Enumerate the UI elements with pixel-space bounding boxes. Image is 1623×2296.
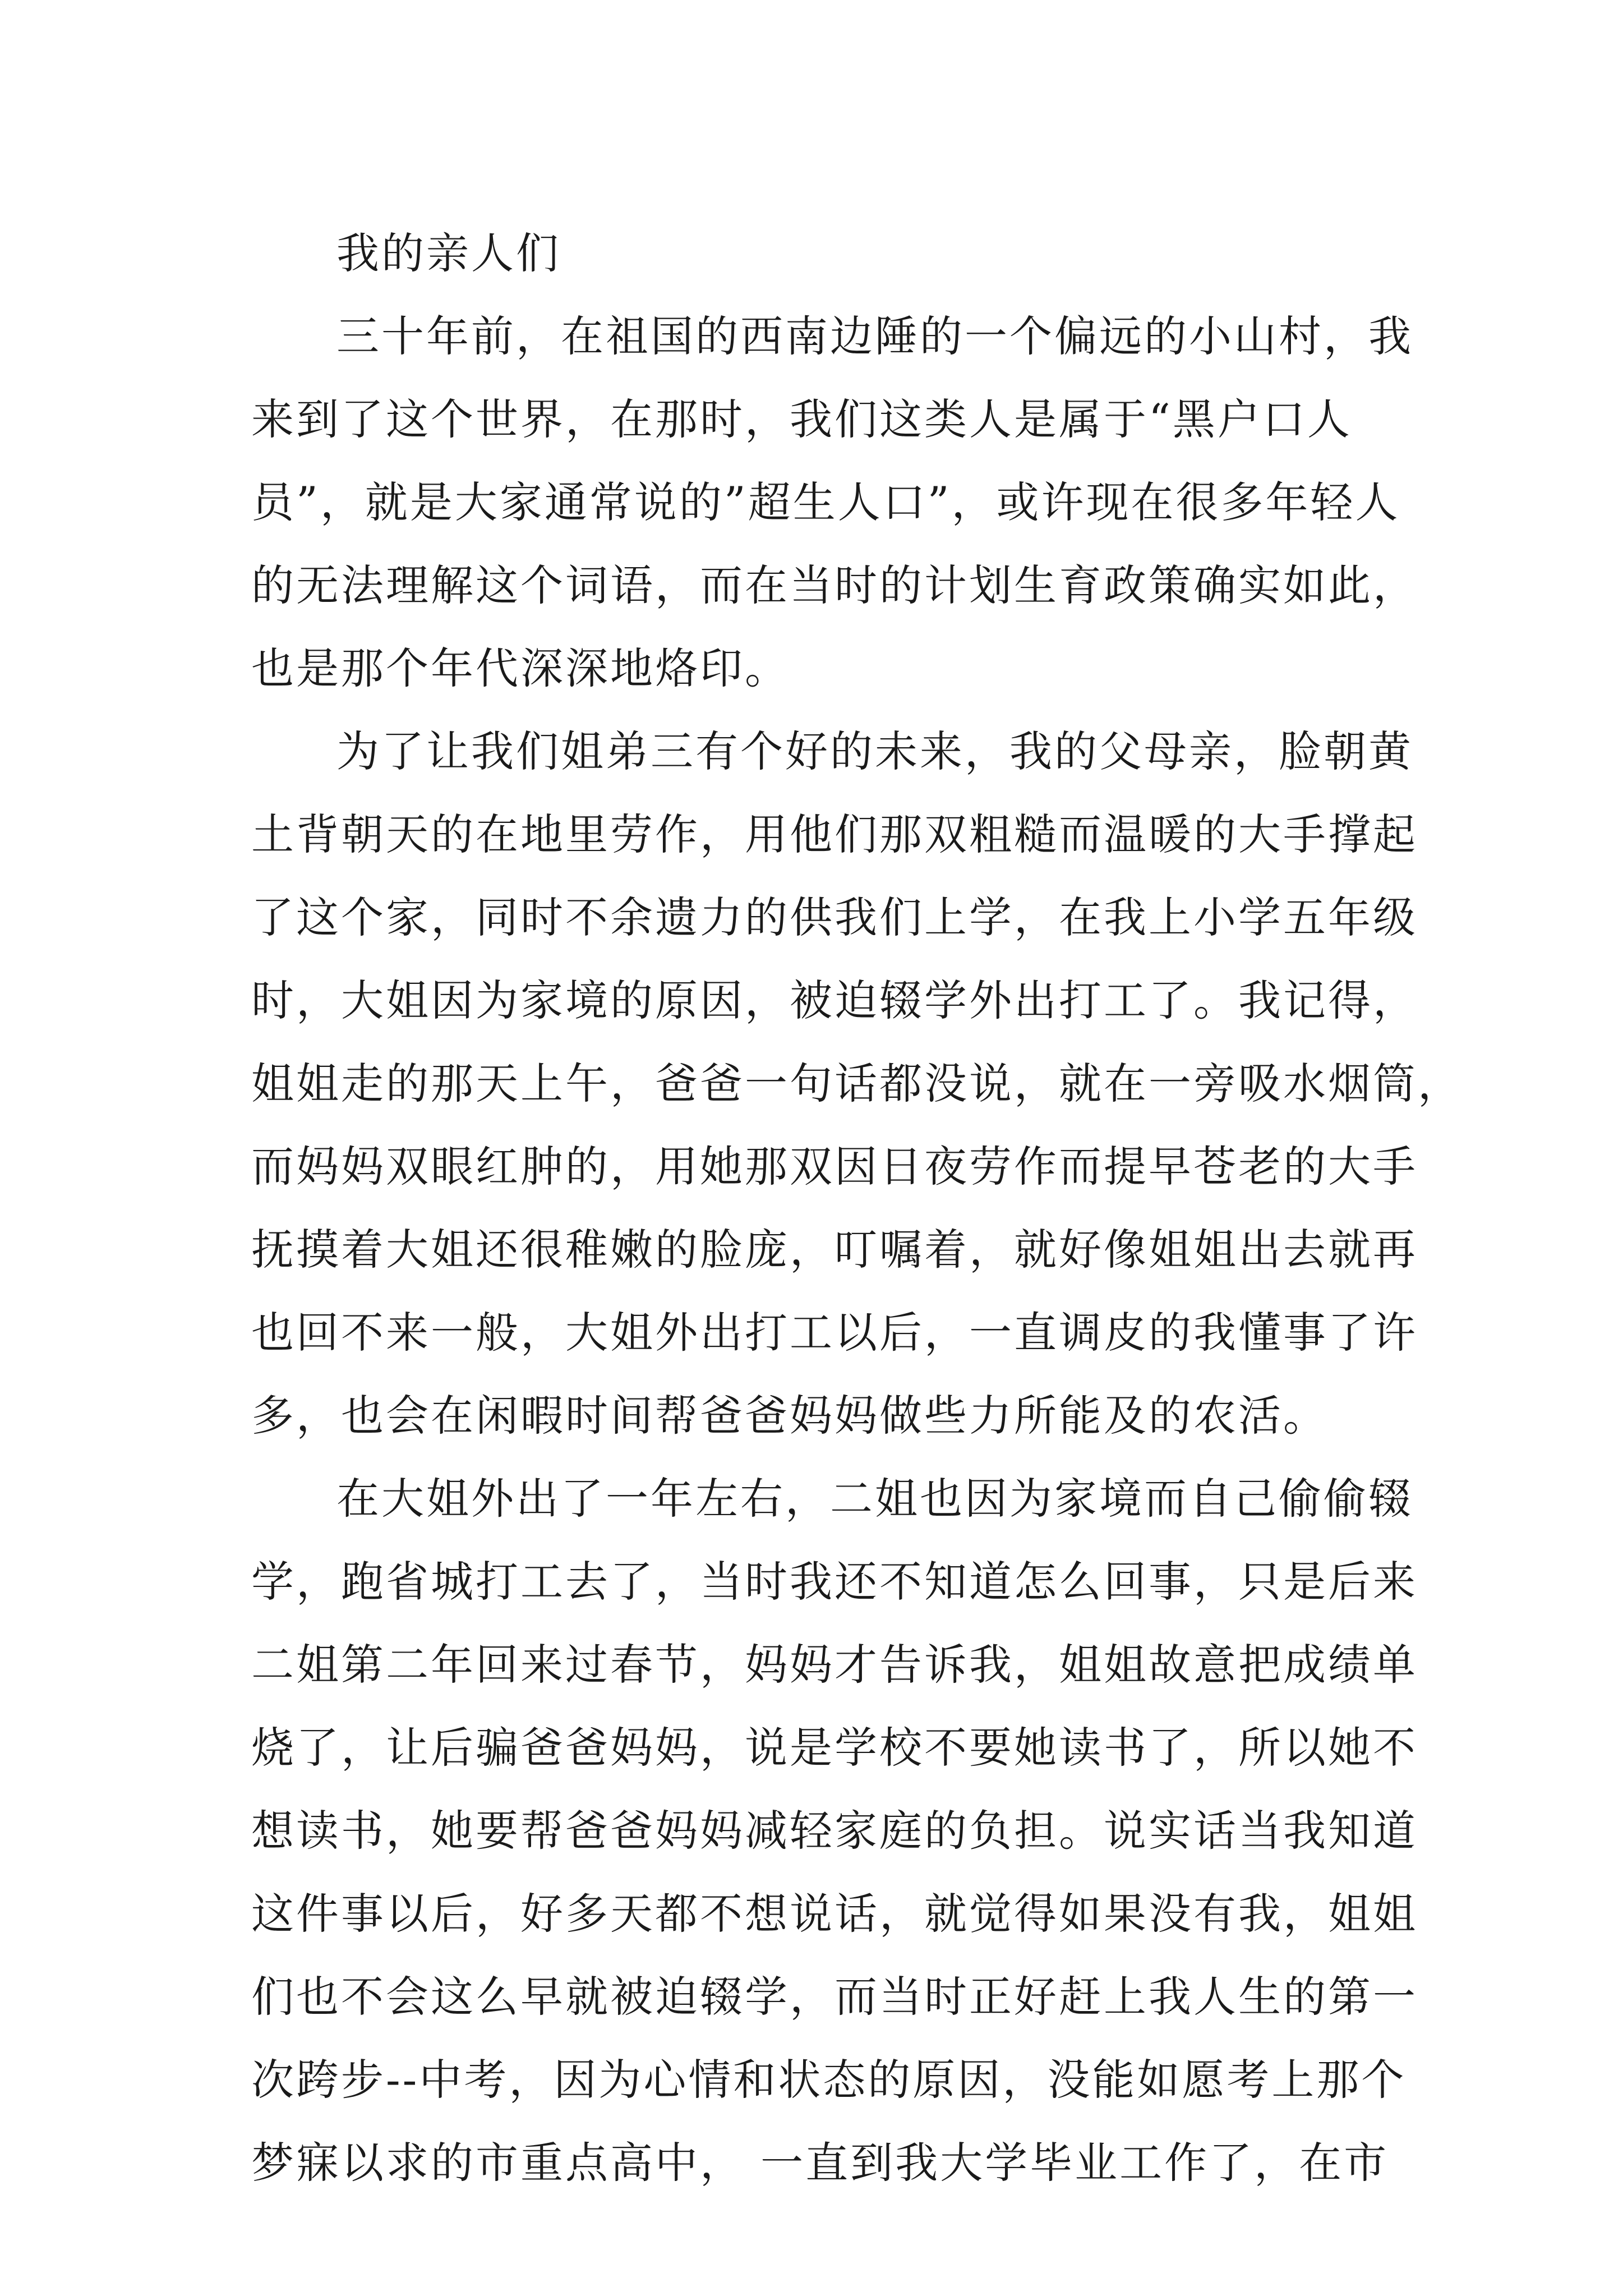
paragraph-3-line-4: 烧了，让后骗爸爸妈妈，说是学校不要她读书了，所以她不 <box>251 1723 1418 1773</box>
paragraph-2-line-3: 了这个家，同时不余遗力的供我们上学，在我上小学五年级 <box>251 892 1418 942</box>
document-body <box>251 212 1463 2205</box>
paragraph-2-line-2: 土背朝天的在地里劳作，用他们那双粗糙而温暖的大手撑起 <box>251 809 1418 859</box>
paragraph-1-line-5: 也是那个年代深深地烙印。 <box>251 643 790 693</box>
paragraph-2-line-7: 抚摸着大姐还很稚嫩的脸庞，叮嘱着，就好像姐姐出去就再 <box>251 1225 1418 1274</box>
paragraph-1-line-4: 的无法理解这个词语，而在当时的计划生育政策确实如此， <box>251 560 1418 610</box>
paragraph-2-line-4: 时，大姐因为家境的原因，被迫辍学外出打工了。我记得， <box>251 976 1418 1025</box>
paragraph-1-line-3: 员”，就是大家通常说的”超生人口”，或许现在很多年轻人 <box>251 477 1400 527</box>
paragraph-3-line-6: 这件事以后，好多天都不想说话，就觉得如果没有我，姐姐 <box>251 1889 1418 1939</box>
paragraph-3-line-5: 想读书，她要帮爸爸妈妈减轻家庭的负担。说实话当我知道 <box>251 1806 1418 1856</box>
paragraph-3-line-8: 次跨步--中考，因为心情和状态的原因，没能如愿考上那个 <box>251 2055 1407 2105</box>
paragraph-3-line-3: 二姐第二年回来过春节，妈妈才告诉我，姐姐故意把成绩单 <box>251 1640 1418 1690</box>
paragraph-2-line-9: 多，也会在闲暇时间帮爸爸妈妈做些力所能及的农活。 <box>251 1391 1328 1441</box>
paragraph-2-line-5: 姐姐走的那天上午，爸爸一句话都没说，就在一旁吸水烟筒， <box>251 1059 1463 1108</box>
paragraph-3-line-9: 梦寐以求的市重点高中， 一直到我大学毕业工作了，在市 <box>251 2138 1389 2188</box>
paragraph-3-line-7: 们也不会这么早就被迫辍学，而当时正好赶上我人生的第一 <box>251 1972 1418 2022</box>
paragraph-3-line-2: 学，跑省城打工去了，当时我还不知道怎么回事，只是后来 <box>251 1557 1418 1607</box>
paragraph-1-line-2: 来到了这个世界，在那时，我们这类人是属于“黑户口人 <box>251 394 1352 444</box>
paragraph-2-line-1: 为了让我们姐弟三有个好的未来，我的父母亲，脸朝黄 <box>336 726 1413 776</box>
paragraph-3-line-1: 在大姐外出了一年左右，二姐也因为家境而自己偷偷辍 <box>336 1474 1413 1524</box>
document-title: 我的亲人们 <box>336 228 561 278</box>
paragraph-1-line-1: 三十年前，在祖国的西南边陲的一个偏远的小山村，我 <box>336 311 1413 361</box>
paragraph-2-line-6: 而妈妈双眼红肿的，用她那双因日夜劳作而提早苍老的大手 <box>251 1142 1418 1191</box>
paragraph-2-line-8: 也回不来一般，大姐外出打工以后，一直调皮的我懂事了许 <box>251 1308 1418 1358</box>
